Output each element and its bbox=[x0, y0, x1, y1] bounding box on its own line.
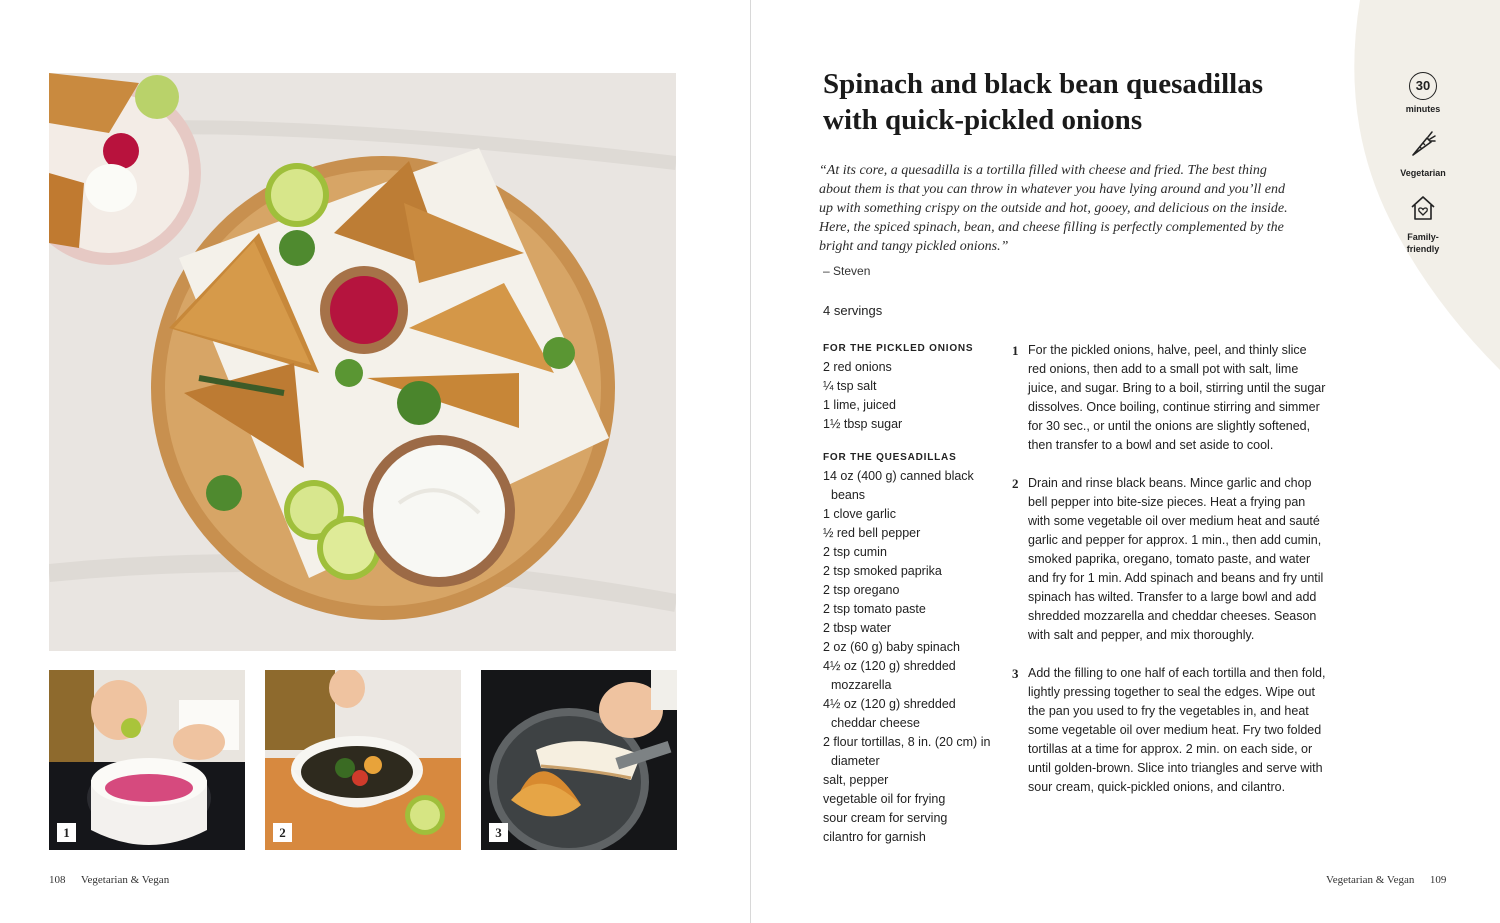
section-name: Vegetarian & Vegan bbox=[80, 874, 170, 886]
ingredient-item: 1½ tbsp sugar bbox=[823, 417, 903, 431]
ingredient-item: 2 tbsp water bbox=[823, 621, 892, 635]
page-number: 109 bbox=[1429, 874, 1447, 886]
step-photo-1 bbox=[49, 670, 245, 850]
ingredient-item: sour cream for serving bbox=[823, 811, 948, 825]
ingredient-item: salt, pepper bbox=[823, 773, 889, 787]
ingredient-item: 4½ oz (120 g) shredded cheddar cheese bbox=[823, 697, 956, 730]
step-number: 2 bbox=[1012, 476, 1019, 491]
left-folio bbox=[49, 874, 169, 886]
ingredient-item: 2 tsp tomato paste bbox=[823, 602, 926, 616]
ingredient-item: cilantro for garnish bbox=[823, 830, 926, 844]
vegetarian-label: Vegetarian bbox=[1400, 168, 1446, 178]
step-photo-number: 2 bbox=[273, 823, 292, 842]
method-step bbox=[1012, 664, 1328, 797]
time-label: minutes bbox=[1405, 104, 1441, 114]
step-photo-number: 3 bbox=[489, 823, 508, 842]
ingredient-item: 14 oz (400 g) canned black beans bbox=[823, 469, 974, 502]
recipe-badges bbox=[1393, 72, 1453, 269]
section-name: Vegetarian & Vegan bbox=[1326, 874, 1415, 886]
right-page bbox=[751, 0, 1500, 923]
ingredients-heading: FOR THE QUESADILLAS bbox=[823, 452, 957, 463]
method-step bbox=[1012, 341, 1328, 455]
recipe-title bbox=[823, 66, 1343, 138]
ingredients-list bbox=[823, 342, 1003, 847]
ingredient-item: 1 clove garlic bbox=[823, 507, 896, 521]
step-text: Add the filling to one half of each tortilla and then fold, lightly pressing together to seal the edges. Wipe out the pan you used to fry the vegetables in, and heat some vegetable oil over medium heat. Fry two folded tortillas at a time for approx. 2 min. on each side, or until golden-brown. Slice into triangles and serve with sour cream, quick-pickled onions, and cilantro. bbox=[1028, 666, 1326, 794]
carrot-icon bbox=[1408, 129, 1438, 159]
step-photo-2 bbox=[265, 670, 461, 850]
step-text: For the pickled onions, halve, peel, and thinly slice red onions, then add to a small pot with salt, lime juice, and sugar. Bring to a boil, stirring until the sugar dissolves. Once boiling, continue stirring and simmer for 30 sec., or until the onions are slightly softened, then transfer to a bowl and set aside to cool. bbox=[1028, 343, 1326, 452]
ingredient-item: 2 oz (60 g) baby spinach bbox=[823, 640, 960, 654]
step-number: 3 bbox=[1012, 666, 1019, 681]
step-text: Drain and rinse black beans. Mince garlic and chop bell pepper into bite-size pieces. Heat a frying pan with some vegetable oil over medium heat and sauté garlic and pepper for approx. 1 min., then add cumin, smoked paprika, oregano, tomato paste, and water and fry for 1 min. Add spinach and beans and fry until spinach has wilted. Transfer to a large bowl and add shredded mozzarella and cheddar cheeses. Season with salt and pepper, and mix thoroughly. bbox=[1028, 476, 1324, 642]
time-badge bbox=[1393, 72, 1453, 115]
ingredient-item: 2 tsp cumin bbox=[823, 545, 887, 559]
title-line-2: with quick-pickled onions bbox=[823, 104, 1143, 136]
quesadillas-group bbox=[823, 451, 1003, 847]
method-step bbox=[1012, 474, 1328, 645]
step-photo-3 bbox=[481, 670, 677, 850]
family-label bbox=[1393, 231, 1453, 255]
family-friendly-badge bbox=[1393, 193, 1453, 255]
ingredient-item: ¼ tsp salt bbox=[823, 379, 877, 393]
ingredient-item: 2 tsp oregano bbox=[823, 583, 900, 597]
ingredient-item: 2 red onions bbox=[823, 360, 892, 374]
ingredient-item: ½ red bell pepper bbox=[823, 526, 921, 540]
ingredients-heading: FOR THE PICKLED ONIONS bbox=[823, 343, 974, 354]
right-folio bbox=[1326, 874, 1446, 886]
family-label-line-1: Family- bbox=[1407, 232, 1439, 242]
step-number: 1 bbox=[1012, 343, 1019, 358]
clock-icon: 30 bbox=[1409, 72, 1437, 100]
ingredient-item: 1 lime, juiced bbox=[823, 398, 896, 412]
intro-quote: “At its core, a quesadilla is a tortilla filled with cheese and fried. The best thing about them is that you can throw in whatever you have lying around and you’ll end up with something crispy on the outside and hot, gooey, and delicious on the inside. Here, the spiced spinach, bean, and cheese filling is perfectly complemented by the bright and tangy pickled onions.” bbox=[819, 163, 1288, 254]
title-line-1: Spinach and black bean quesadillas bbox=[823, 68, 1264, 100]
servings: 4 servings bbox=[823, 303, 883, 318]
hero-photo-quesadillas bbox=[49, 73, 676, 651]
ingredient-item: 4½ oz (120 g) shredded mozzarella bbox=[823, 659, 956, 692]
page-number: 108 bbox=[49, 874, 66, 886]
step-photo-number: 1 bbox=[57, 823, 76, 842]
house-heart-icon bbox=[1408, 193, 1438, 223]
ingredient-item: vegetable oil for frying bbox=[823, 792, 946, 806]
pickled-onions-group bbox=[823, 342, 1003, 434]
family-label-line-2: friendly bbox=[1406, 244, 1440, 254]
method-steps bbox=[1012, 341, 1328, 816]
ingredient-item: 2 tsp smoked paprika bbox=[823, 564, 942, 578]
ingredient-item: 2 flour tortillas, 8 in. (20 cm) in diameter bbox=[823, 735, 991, 768]
vegetarian-badge bbox=[1393, 129, 1453, 179]
quote-author: – Steven bbox=[823, 264, 871, 278]
